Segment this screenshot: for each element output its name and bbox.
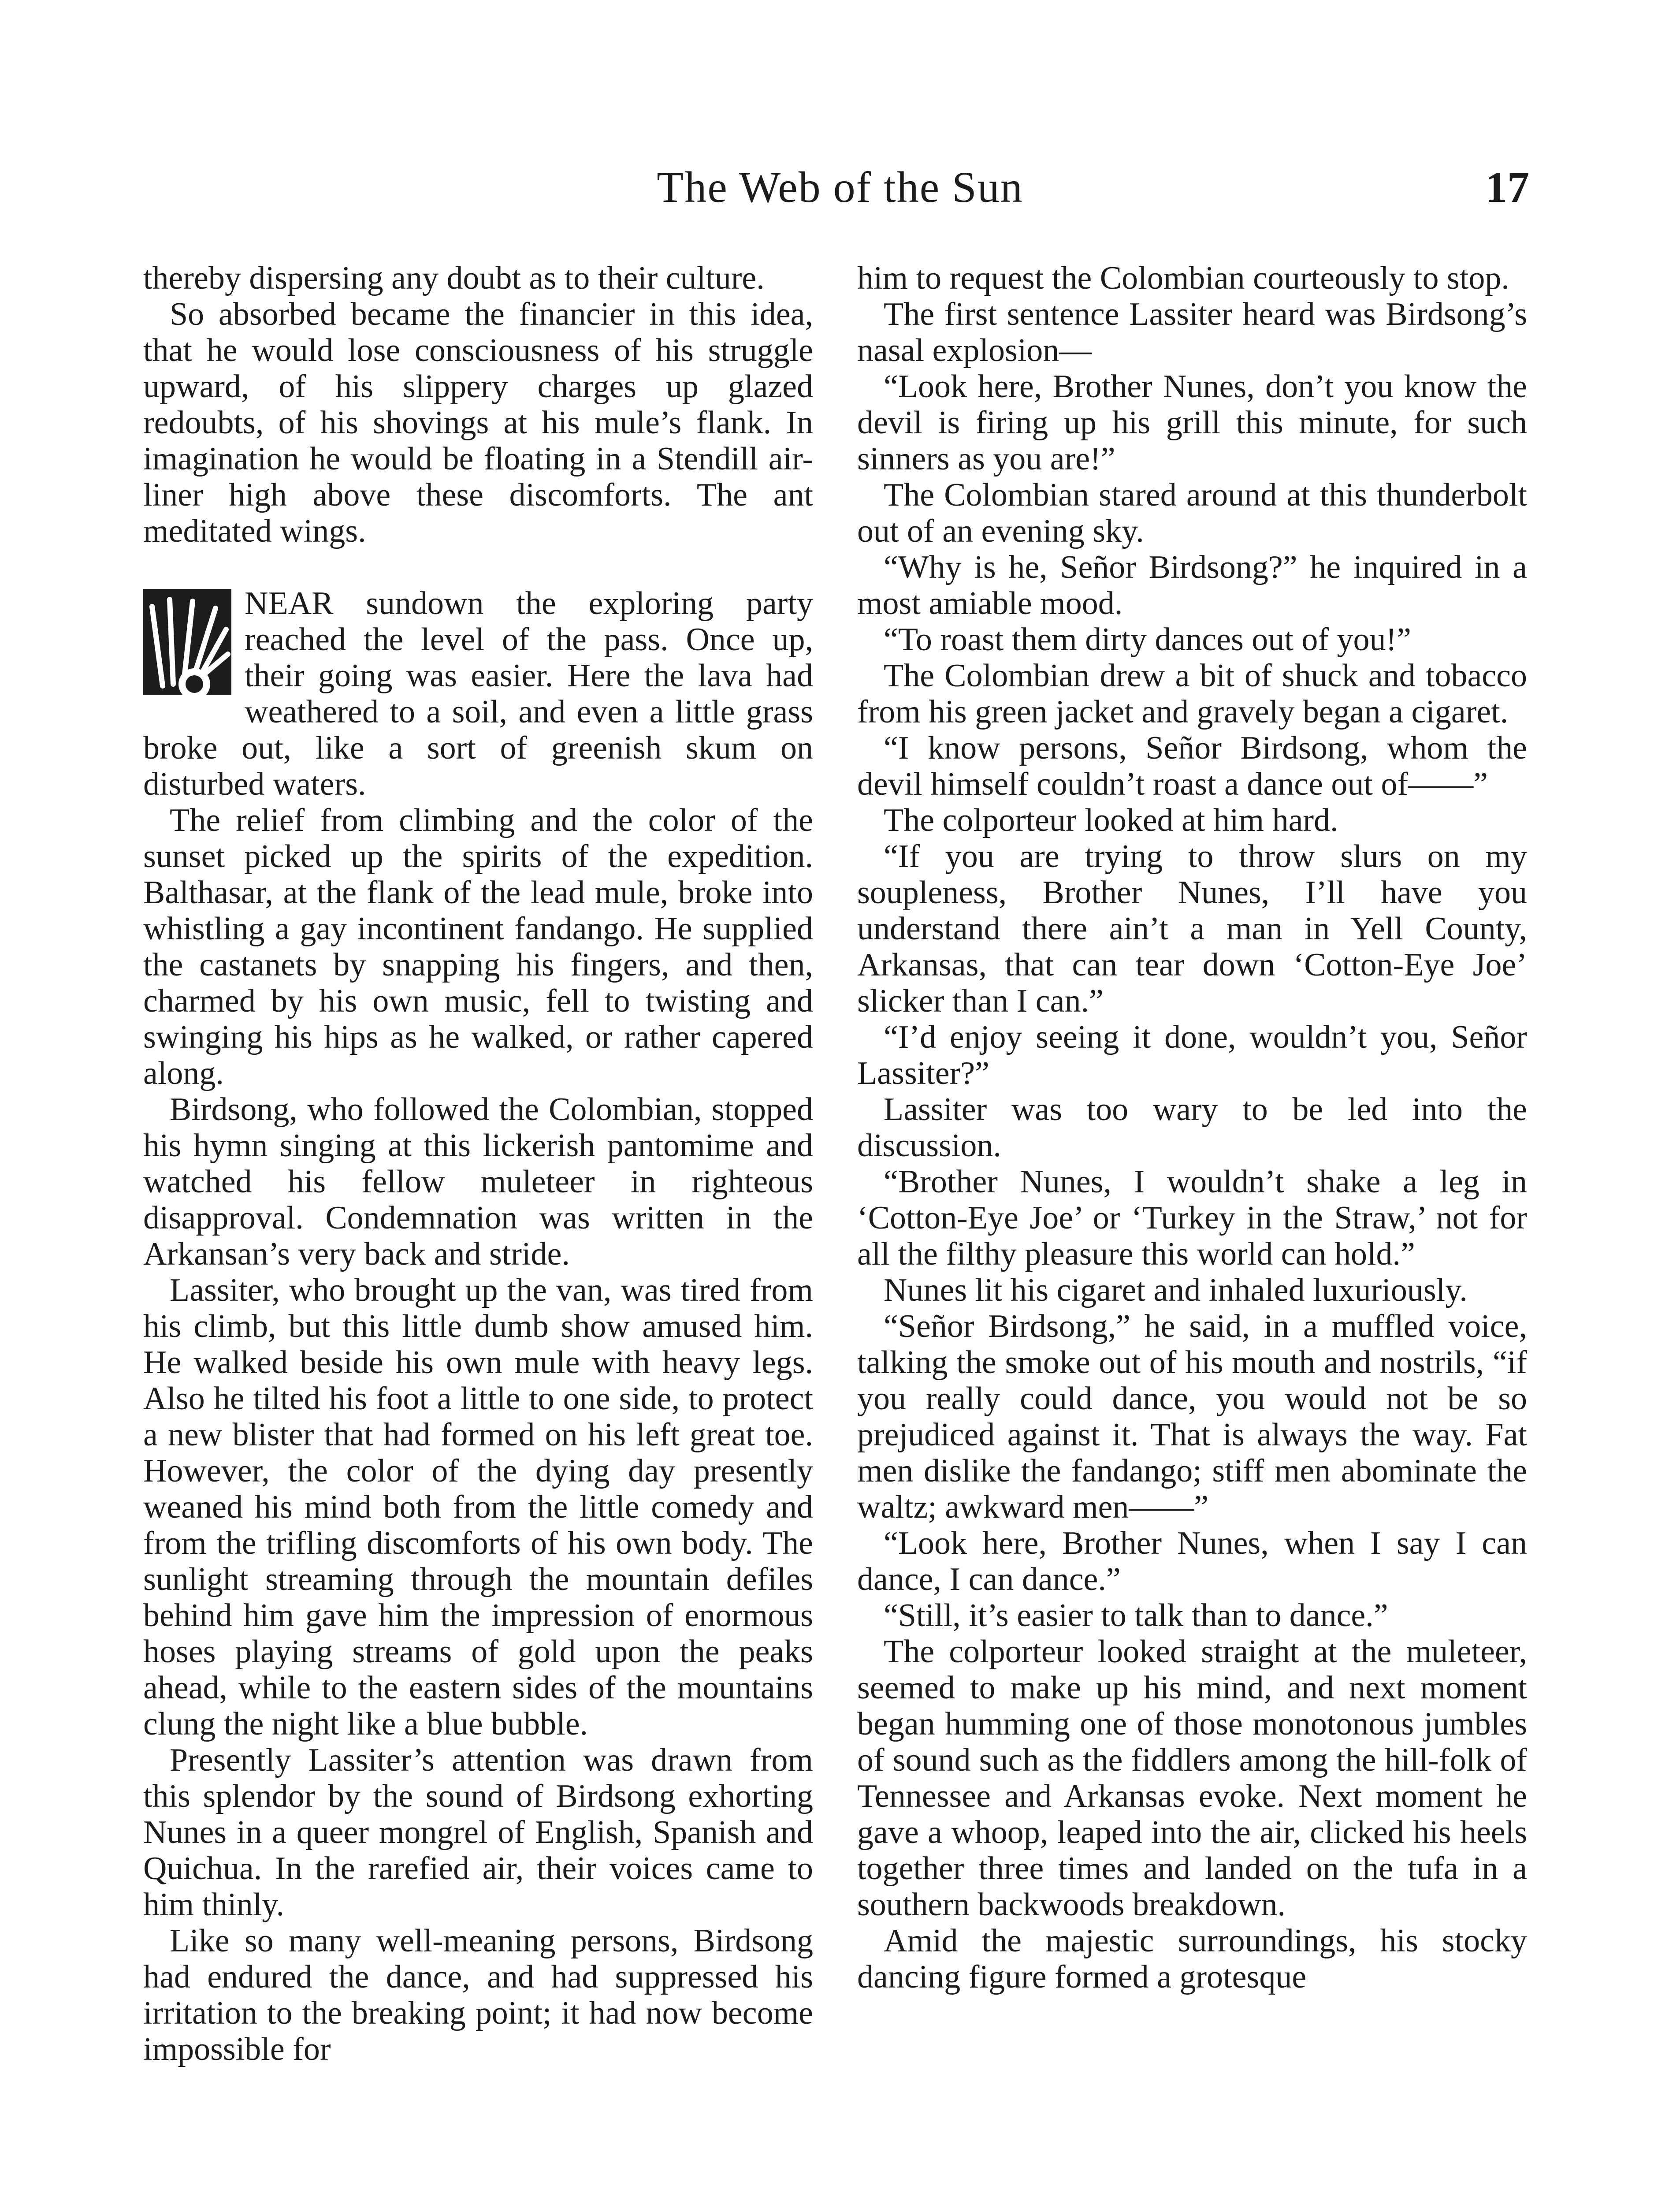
page-header bbox=[0, 159, 1680, 229]
left-column bbox=[143, 260, 813, 2067]
paragraph: The first sentence Lassiter heard was Birdsong’s nasal explosion— bbox=[857, 296, 1527, 369]
paragraph: “Look here, Brother Nunes, don’t you know the devil is firing up his grill this minute, for such sinners as you are!” bbox=[857, 369, 1527, 477]
paragraph: Nunes lit his cigaret and inhaled luxuriously. bbox=[884, 1272, 1468, 1308]
paragraph: NEAR sundown the exploring party reached the level of the pass. Once up, their going was easier. Here the lava had weathered to a soil, and even a little grass broke out, like a sort of greenish skum on disturbed waters. bbox=[143, 585, 813, 802]
paragraph: The relief from climbing and the color of the sunset picked up the spirits of the expedition. Balthasar, at the flank of the lead mule, broke into whistling a gay incontinent fandango. He supplied the castanets by snapping his fingers, and then, charmed by his own music, fell to twisting and swinging his hips as he walked, or rather capered along. bbox=[143, 802, 813, 1091]
paragraph: “I’d enjoy seeing it done, wouldn’t you, Señor Lassiter?” bbox=[857, 1019, 1527, 1091]
paragraph: “If you are trying to throw slurs on my soupleness, Brother Nunes, I’ll have you understand there ain’t a man in Yell County, Arkansas, that can tear down ‘Cotton-Eye Joe’ slicker than I can.” bbox=[857, 838, 1527, 1019]
paragraph: “I know persons, Señor Birdsong, whom the devil himself couldn’t roast a dance out of——” bbox=[857, 730, 1527, 802]
paragraph: So absorbed became the financier in this idea, that he would lose consciousness of his struggle upward, of his slippery charges up glazed redoubts, of his shovings at his mule’s flank. In imagination he would be floating in a Stendill air-liner high above these discomforts. The ant meditated wings. bbox=[143, 296, 813, 549]
paragraph: Lassiter, who brought up the van, was tired from his climb, but this little dumb show amused him. He walked beside his own mule with heavy legs. Also he tilted his foot a little to one side, to protect a new blister that had formed on his left great toe. However, the color of the dying day presently weaned his mind both from the little comedy and from the trifling discomforts of his own body. The sunlight streaming through the mountain defiles behind him gave him the impression of enormous hoses playing streams of gold upon the peaks ahead, while to the eastern sides of the mountains clung the night like a blue bubble. bbox=[143, 1272, 813, 1742]
paragraph: Like so many well-meaning persons, Birdsong had endured the dance, and had suppressed his irritation to the breaking point; it had now become impossible for bbox=[143, 1923, 813, 2067]
paragraph: The Colombian drew a bit of shuck and tobacco from his green jacket and gravely began a cigaret. bbox=[857, 658, 1527, 730]
paragraph: Presently Lassiter’s attention was drawn from this splendor by the sound of Birdsong exhorting Nunes in a queer mongrel of English, Spanish and Quichua. In the rarefied air, their voices came to him thinly. bbox=[143, 1742, 813, 1923]
paragraph: The colporteur looked at him hard. bbox=[884, 802, 1338, 838]
paragraph: “Señor Birdsong,” he said, in a muffled voice, talking the smoke out of his mouth and nostrils, “if you really could dance, you would not be so prejudiced against it. That is always the way. Fat men dislike the fandango; stiff men abominate the waltz; awkward men——” bbox=[857, 1308, 1527, 1525]
paragraph: Birdsong, who followed the Colombian, stopped his hymn singing at this lickerish pantomime and watched his fellow muleteer in righteous disapproval. Condemnation was written in the Arkansan’s very back and stride. bbox=[143, 1091, 813, 1272]
paragraph: “Still, it’s easier to talk than to dance.” bbox=[884, 1597, 1388, 1634]
sunburst-ornament-icon bbox=[143, 589, 231, 695]
paragraph: “Brother Nunes, I wouldn’t shake a leg in ‘Cotton-Eye Joe’ or ‘Turkey in the Straw,’ not for all the filthy pleasure this world can hold.” bbox=[857, 1164, 1527, 1272]
page-number: 17 bbox=[1485, 163, 1529, 212]
paragraph: him to request the Colombian courteously to stop. bbox=[857, 260, 1509, 296]
paragraph: “Why is he, Señor Birdsong?” he inquired in a most amiable mood. bbox=[857, 549, 1527, 622]
paragraph: The colporteur looked straight at the muleteer, seemed to make up his mind, and next moment began humming one of those monotonous jumbles of sound such as the fiddlers among the hill-folk of Tennessee and Arkansas evoke. Next moment he gave a whoop, leaped into the air, clicked his heels together three times and landed on the tufa in a southern backwoods breakdown. bbox=[857, 1634, 1527, 1923]
section-opening bbox=[143, 585, 813, 802]
running-title: The Web of the Sun bbox=[657, 163, 1023, 212]
paragraph: Lassiter was too wary to be led into the discussion. bbox=[857, 1091, 1527, 1164]
paragraph: “Look here, Brother Nunes, when I say I can dance, I can dance.” bbox=[857, 1525, 1527, 1597]
right-column bbox=[857, 260, 1527, 1995]
paragraph: The Colombian stared around at this thunderbolt out of an evening sky. bbox=[857, 477, 1527, 549]
paragraph: “To roast them dirty dances out of you!” bbox=[884, 622, 1411, 658]
paragraph: thereby dispersing any doubt as to their culture. bbox=[143, 260, 765, 296]
paragraph: Amid the majestic surroundings, his stocky dancing figure formed a grotesque bbox=[857, 1923, 1527, 1995]
